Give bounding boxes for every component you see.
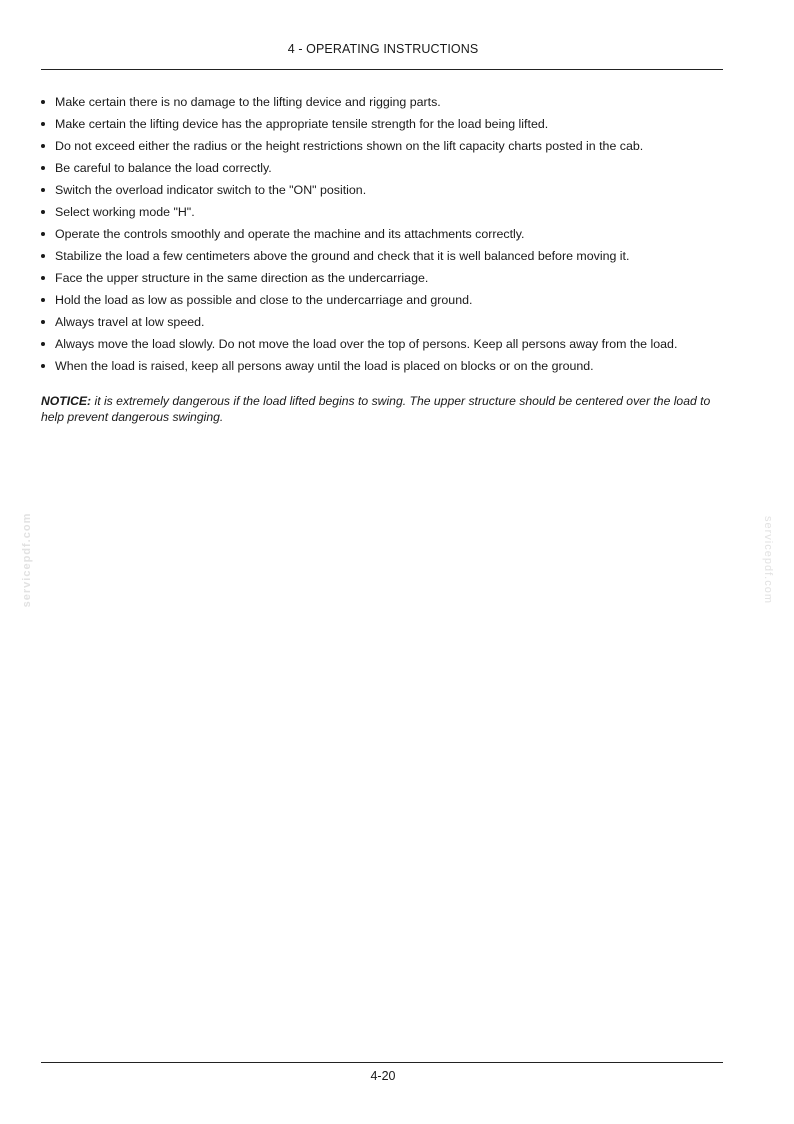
list-item-text: Switch the overload indicator switch to the "ON" position. <box>55 183 367 197</box>
bullet-icon <box>41 122 45 126</box>
list-item <box>41 94 731 116</box>
list-item-text: Select working mode "H". <box>55 205 195 219</box>
watermark-left: servicepdf.com <box>21 512 33 608</box>
bullet-icon <box>41 320 45 324</box>
bullet-icon <box>41 210 45 214</box>
bullet-icon <box>41 276 45 280</box>
list-item <box>41 116 731 138</box>
list-item <box>41 182 731 204</box>
list-item-text: When the load is raised, keep all persons away until the load is placed on blocks or on the ground. <box>55 359 594 373</box>
list-item <box>41 336 731 358</box>
bullet-icon <box>41 100 45 104</box>
list-item-text: Hold the load as low as possible and close to the undercarriage and ground. <box>55 293 473 307</box>
bullet-icon <box>41 188 45 192</box>
bullet-icon <box>41 364 45 368</box>
list-item-text: Do not exceed either the radius or the height restrictions shown on the lift capacity charts posted in the cab. <box>55 139 644 153</box>
notice-label: NOTICE: <box>41 394 92 409</box>
page-number: 4-20 <box>370 1069 396 1083</box>
list-item-text: Always move the load slowly. Do not move the load over the top of persons. Keep all persons away from the load. <box>55 337 678 351</box>
header-divider <box>41 69 723 70</box>
list-item-text: Always travel at low speed. <box>55 315 205 329</box>
list-item-text: Face the upper structure in the same direction as the undercarriage. <box>55 271 429 285</box>
bullet-icon <box>41 232 45 236</box>
list-item-text: Make certain the lifting device has the appropriate tensile strength for the load being lifted. <box>55 117 549 131</box>
list-item <box>41 292 731 314</box>
list-item-text: Make certain there is no damage to the lifting device and rigging parts. <box>55 95 441 109</box>
watermark-right: servicepdf.com <box>762 516 774 604</box>
bullet-icon <box>41 166 45 170</box>
list-item <box>41 160 731 182</box>
bullet-icon <box>41 298 45 302</box>
footer-divider <box>41 1062 723 1063</box>
safety-bullet-list <box>41 94 731 380</box>
list-item-text: Stabilize the load a few centimeters above the ground and check that it is well balanced before moving it. <box>55 249 630 263</box>
notice-text: it is extremely dangerous if the load lifted begins to swing. The upper structure should be centered over the load to help prevent dangerous swinging. <box>41 394 711 425</box>
list-item-text: Operate the controls smoothly and operate the machine and its attachments correctly. <box>55 227 525 241</box>
notice-paragraph <box>41 393 727 425</box>
list-item <box>41 138 731 160</box>
list-item <box>41 270 731 292</box>
list-item-text: Be careful to balance the load correctly. <box>55 161 272 175</box>
list-item <box>41 358 731 380</box>
list-item <box>41 314 731 336</box>
list-item <box>41 204 731 226</box>
list-item <box>41 226 731 248</box>
page-header-title: 4 - OPERATING INSTRUCTIONS <box>287 42 479 56</box>
bullet-icon <box>41 254 45 258</box>
bullet-icon <box>41 144 45 148</box>
list-item <box>41 248 731 270</box>
bullet-icon <box>41 342 45 346</box>
